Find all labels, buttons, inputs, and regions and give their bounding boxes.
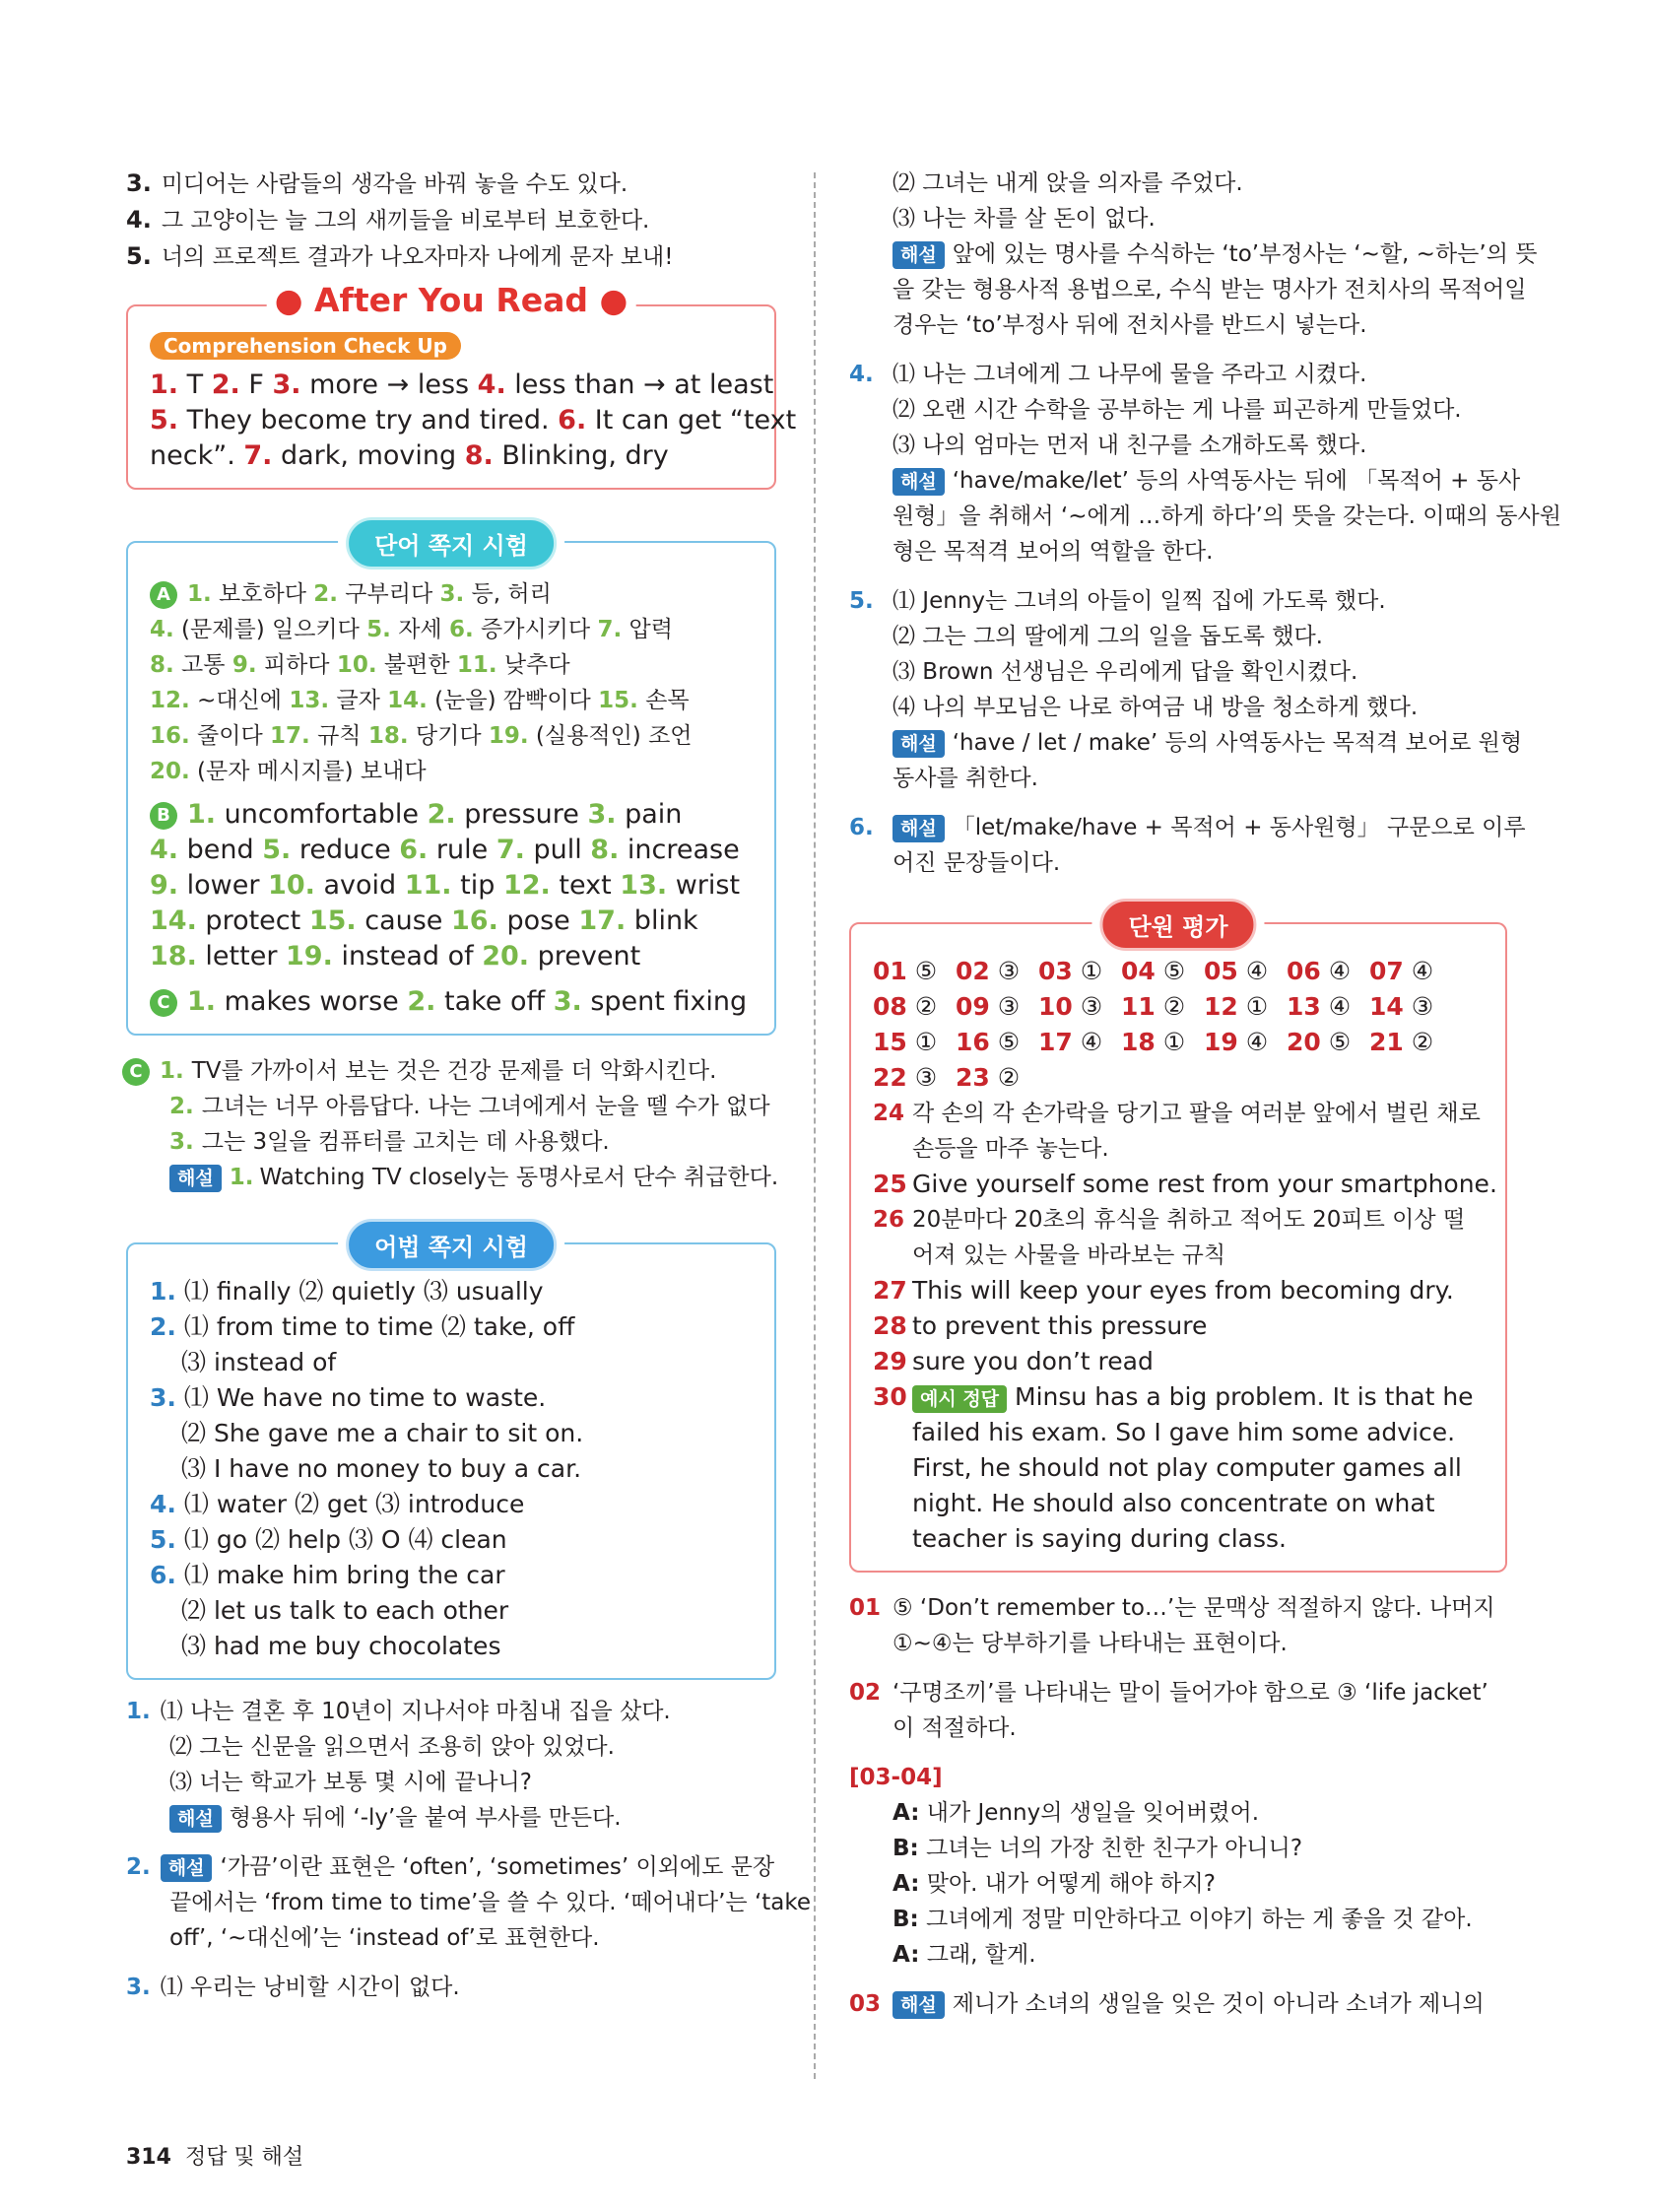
comprehension-badge: Comprehension Check Up: [150, 332, 461, 360]
after-you-read-box: [126, 281, 797, 490]
right-column: [849, 166, 1561, 2022]
section-c-marker: C: [122, 1058, 150, 1086]
explain-tag: 해설: [169, 1805, 222, 1833]
explain-tag: 해설: [169, 1165, 222, 1192]
intro-list: [126, 166, 776, 275]
unit-test-title: 단원 평가: [1099, 899, 1256, 951]
c-section: C 1. TV를 가까이서 보는 것은 건강 문제를 더 악화시킨다. 2. 그녀는 너무 아름답다. 나는 그녀에게서 눈을 뗄 수가 없다 3. 그는 3일을 컴퓨터를 고치는 데 사용했다. 해설 1. Watching TV closely는 동명사로서 단수 취급한다.: [126, 1053, 776, 1195]
comprehension-answers: 1. T 2. F 3. more → less 4. less than → at least 5. They become try and tired. 6. It can get “text neck”. 7. dark, moving 8. Blinking, dry: [150, 369, 797, 471]
word-quiz-b: B 1. uncomfortable 2. pressure 3. pain 4. bend 5. reduce 6. rule 7. pull 8. increase 9. lower 10. avoid 11. tip 12. text 13. wrist 14. protect 15. cause 16. pose 17. blink 18. letter 19. instead of 20. prevent: [150, 799, 741, 972]
word-quiz-c: C 1. makes worse 2. take off 3. spent fixing: [150, 984, 755, 1020]
continued-answers: ⑵ 그녀는 내게 앉을 의자를 주었다. ⑶ 나는 차를 살 돈이 없다. 해설 앞에 있는 명사를 수식하는 ‘to’부정사는 ‘~할, ~하는’의 뜻 을 갖는 형용사적 용법으로, 수식 받는 명사가 전치사의 목적어일 경우는 ‘to’부정사 뒤에 전치사를 반드시 넣는다.: [893, 170, 1538, 338]
after-you-read-title: ● After You Read ●: [267, 281, 636, 319]
list-item: 3. 미디어는 사람들의 생각을 바꿔 놓을 수도 있다.: [126, 169, 628, 197]
section-c-marker: C: [150, 989, 177, 1017]
page-number: 314: [126, 2145, 171, 2170]
grammar-quiz-title: 어법 쪽지 시험: [346, 1219, 557, 1271]
question-5: 5. ⑴ Jenny는 그녀의 아들이 일찍 집에 가도록 했다. ⑵ 그는 그의 딸에게 그의 일을 돕도록 했다. ⑶ Brown 선생님은 우리에게 답을 확인시켰다. ⑷ 나의 부모님은 나로 하여금 내 방을 청소하게 했다. 해설 ‘have / let / make’ 등의 사역동사는 목적격 보어로 원형 동사를 취한다.: [849, 588, 1523, 791]
question-6: 6. 해설 「let/make/have + 목적어 + 동사원형」 구문으로 이루 어진 문장들이다.: [849, 815, 1526, 876]
word-quiz-title: 단어 쪽지 시험: [346, 517, 557, 570]
left-column: [126, 166, 812, 2005]
word-quiz-a: A 1. 보호하다 2. 구부리다 3. 등, 허리 4. (문제를) 일으키다 5. 자세 6. 증가시키다 7. 압력 8. 고통 9. 피하다 10. 불편한 11. 낮추다 12. ~대신에 13. 글자 14. (눈을) 깜빡이다 15. 손목 16. 줄이다 17. 규칙 18. 당기다 19. (실용적인) 조언 20. (문자 메시지를) 보내다: [150, 581, 693, 784]
explain-tag: 해설: [161, 1854, 213, 1882]
grammar-explanations: 1. ⑴ 나는 결혼 후 10년이 지나서야 마침내 집을 샀다. ⑵ 그는 신문을 읽으면서 조용히 앉아 있었다. ⑶ 너는 학교가 보통 몇 시에 끝나니? 해설 형용사 뒤에 ‘-ly’을 붙여 부사를 만든다. 2. 해설 ‘가끔’이란 표현은 ‘often’, ‘sometimes’ 이외에도 문장 끝에서는 ‘from time to time’을 쓸 수 있다. ‘떼어내다’는 ‘take off’, ‘~대신에’는 ‘instead of’로 표현한다. 3. ⑴ 우리는 낭비할 시간이 없다.: [126, 1699, 812, 2000]
unit-test-box: [849, 913, 1507, 1573]
page-footer: [126, 2140, 303, 2171]
list-item: 4. 그 고양이는 늘 그의 새끼들을 비로부터 보호한다.: [126, 206, 650, 234]
question-4: 4. ⑴ 나는 그녀에게 그 나무에 물을 주라고 시켰다. ⑵ 오랜 시간 수학을 공부하는 게 나를 피곤하게 만들었다. ⑶ 나의 엄마는 먼저 내 친구를 소개하도록 했다. 해설 ‘have/make/let’ 등의 사역동사는 뒤에 「목적어 + 동사 원형」을 취해서 ‘~에게 …하게 하다’의 뜻을 갖는다. 이때의 동사원 형은 목적격 보어의 역할을 한다.: [849, 362, 1561, 565]
unit-test-explanations: 01 ⑤ ‘Don’t remember to…’는 문맥상 적절하지 않다. 나머지 ①~④는 당부하기를 나타내는 표현이다. 02 ‘구명조끼’를 나타내는 말이 들어가야 함으로 ③ ‘life jacket’ 이 적절하다. [03-04] A: 내가 Jenny의 생일을 잊어버렸어. B: 그녀는 너의 가장 친한 친구가 아니니? A: 맞아. 내가 어떻게 해야 하지? B: 그녀에게 정말 미안하다고 이야기 하는 게 좋을 것 같아. A: 그래, 할게. 03 해설 제니가 소녀의 생일을 잊은 것이 아니라 소녀가 제니의: [849, 1595, 1495, 2017]
list-item: 5. 너의 프로젝트 결과가 나오자마자 나에게 문자 보내!: [126, 242, 674, 270]
long-answers: 24 각 손의 각 손가락을 당기고 팔을 여러분 앞에서 벌린 채로 손등을 마주 놓는다. 25 Give yourself some rest from your smartphone. 26 20분마다 20초의 휴식을 취하고 적어도 20피트 이상 떨 어져 있는 사물을 바라보는 규칙 27 This will keep your eyes from becoming dry. 28 to prevent this pressure 29 sure you don’t read 30 예시 정답 Minsu has a big problem. It is that he failed his exam. So I gave him some advice. First, he should not play computer games all night. He should also concentrate on what teacher is saying during class.: [873, 1101, 1497, 1553]
explain-tag: 해설: [893, 241, 945, 269]
column-divider: [814, 172, 816, 2079]
answer-grid: 01 ⑤ 02 ③ 03 ① 04 ⑤ 05 ④ 06 ④ 07 ④ 08 ② 09 ③ 10 ③ 11 ② 12 ① 13 ④ 14 ③ 15 ① 16 ⑤ 17 ④ 18 ① 19 ④ 20 ⑤ 21 ② 22 ③ 23 ②: [873, 957, 1434, 1092]
section-a-marker: A: [150, 581, 177, 609]
grammar-quiz-box: 어법 쪽지 시험 1. ⑴ finally ⑵ quietly ⑶ usually 2. ⑴ from time to time ⑵ take, off ⑶ instead of 3. ⑴ We have no time to waste. ⑵ She gave me a chair to sit on. ⑶ I have no money to buy a car. 4. ⑴ water ⑵ get ⑶ introduce 5. ⑴ go ⑵ help ⑶ O ⑷ clean 6. ⑴ make him bring the car ⑵ let us talk to each other ⑶ had me buy chocolates: [126, 1242, 776, 1680]
explain-tag: 해설: [893, 1991, 945, 2019]
section-b-marker: B: [150, 802, 177, 830]
explain-tag: 해설: [893, 815, 945, 842]
explain-tag: 해설: [893, 730, 945, 758]
sample-answer-tag: 예시 정답: [912, 1385, 1007, 1413]
footer-label: 정답 및 해설: [184, 2145, 304, 2170]
word-quiz-box: [126, 532, 776, 1036]
explain-tag: 해설: [893, 468, 945, 496]
